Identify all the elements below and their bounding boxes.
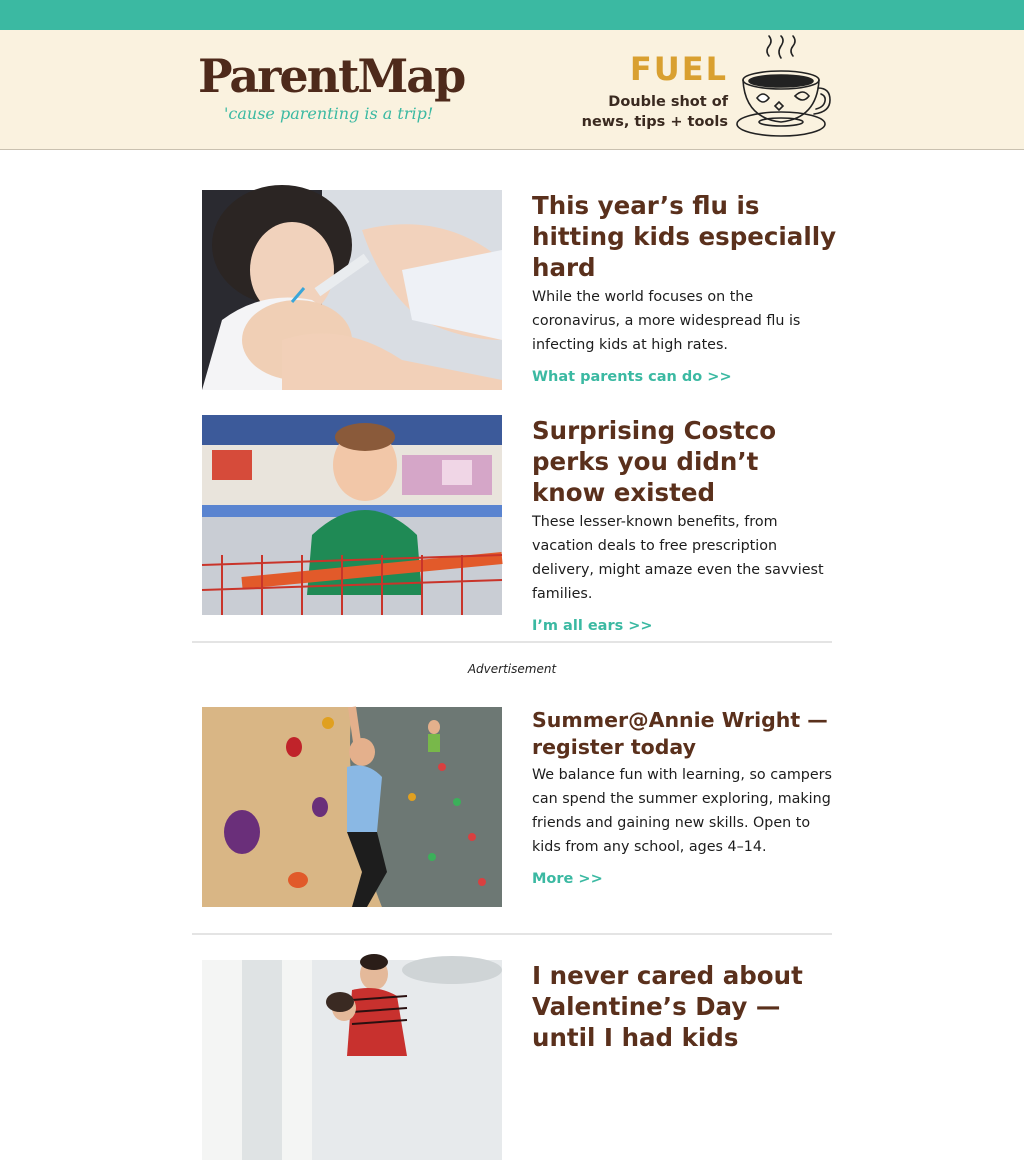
article-headline[interactable]: This year’s flu is hitting kids especially hard — [532, 191, 837, 282]
parent-and-child-photo — [202, 960, 502, 1160]
article-summary: These lesser-known benefits, from vacation deals to free prescription delivery, might amaze even the savviest families. — [532, 514, 824, 602]
fuel-title: FUEL — [629, 50, 728, 88]
advertisement-label: Advertisement — [467, 662, 557, 676]
kids-climbing-wall-photo — [202, 707, 502, 907]
parentmap-logo[interactable] — [198, 48, 465, 138]
section-divider — [192, 933, 832, 935]
article-card — [202, 415, 832, 634]
ad-more-link[interactable]: More >> — [532, 871, 603, 887]
fuel-banner — [560, 50, 728, 132]
article-headline[interactable]: I never cared about Valentine’s Day — until I had kids — [532, 961, 803, 1052]
logo-tagline: 'cause parenting is a trip! — [224, 104, 434, 123]
read-more-link[interactable]: I’m all ears >> — [532, 618, 653, 634]
article-text — [532, 960, 837, 1053]
top-accent-bar — [0, 0, 1024, 30]
child-flu-shot-photo — [202, 190, 502, 390]
article-headline[interactable]: Surprising Costco perks you didn’t know existed — [532, 416, 777, 507]
coffee-cup-icon — [735, 36, 831, 142]
baby-in-shopping-cart-photo — [202, 415, 502, 615]
ad-card — [202, 707, 832, 907]
ad-image[interactable] — [202, 707, 502, 907]
article-card — [202, 190, 837, 390]
section-divider — [192, 641, 832, 643]
ad-headline[interactable]: Summer@Annie Wright — register today — [532, 708, 828, 759]
logo-wordmark: ParentMap — [198, 49, 465, 103]
ad-summary: We balance fun with learning, so campers can spend the summer exploring, making friends and gaining new skills. Open to kids from any school, ages 4–14. — [532, 767, 832, 855]
masthead — [0, 30, 1024, 150]
read-more-link[interactable]: What parents can do >> — [532, 369, 732, 385]
article-summary: While the world focuses on the coronavirus, a more widespread flu is infecting kids at high rates. — [532, 289, 801, 353]
article-image[interactable] — [202, 960, 502, 1160]
article-card — [202, 960, 832, 1052]
article-image[interactable] — [202, 415, 502, 615]
article-text — [532, 415, 837, 636]
fuel-subtitle-line2: news, tips + tools — [581, 114, 728, 130]
ad-text — [532, 707, 837, 889]
fuel-subtitle-line1: Double shot of — [608, 94, 728, 110]
article-text — [532, 190, 837, 387]
article-image[interactable] — [202, 190, 502, 390]
